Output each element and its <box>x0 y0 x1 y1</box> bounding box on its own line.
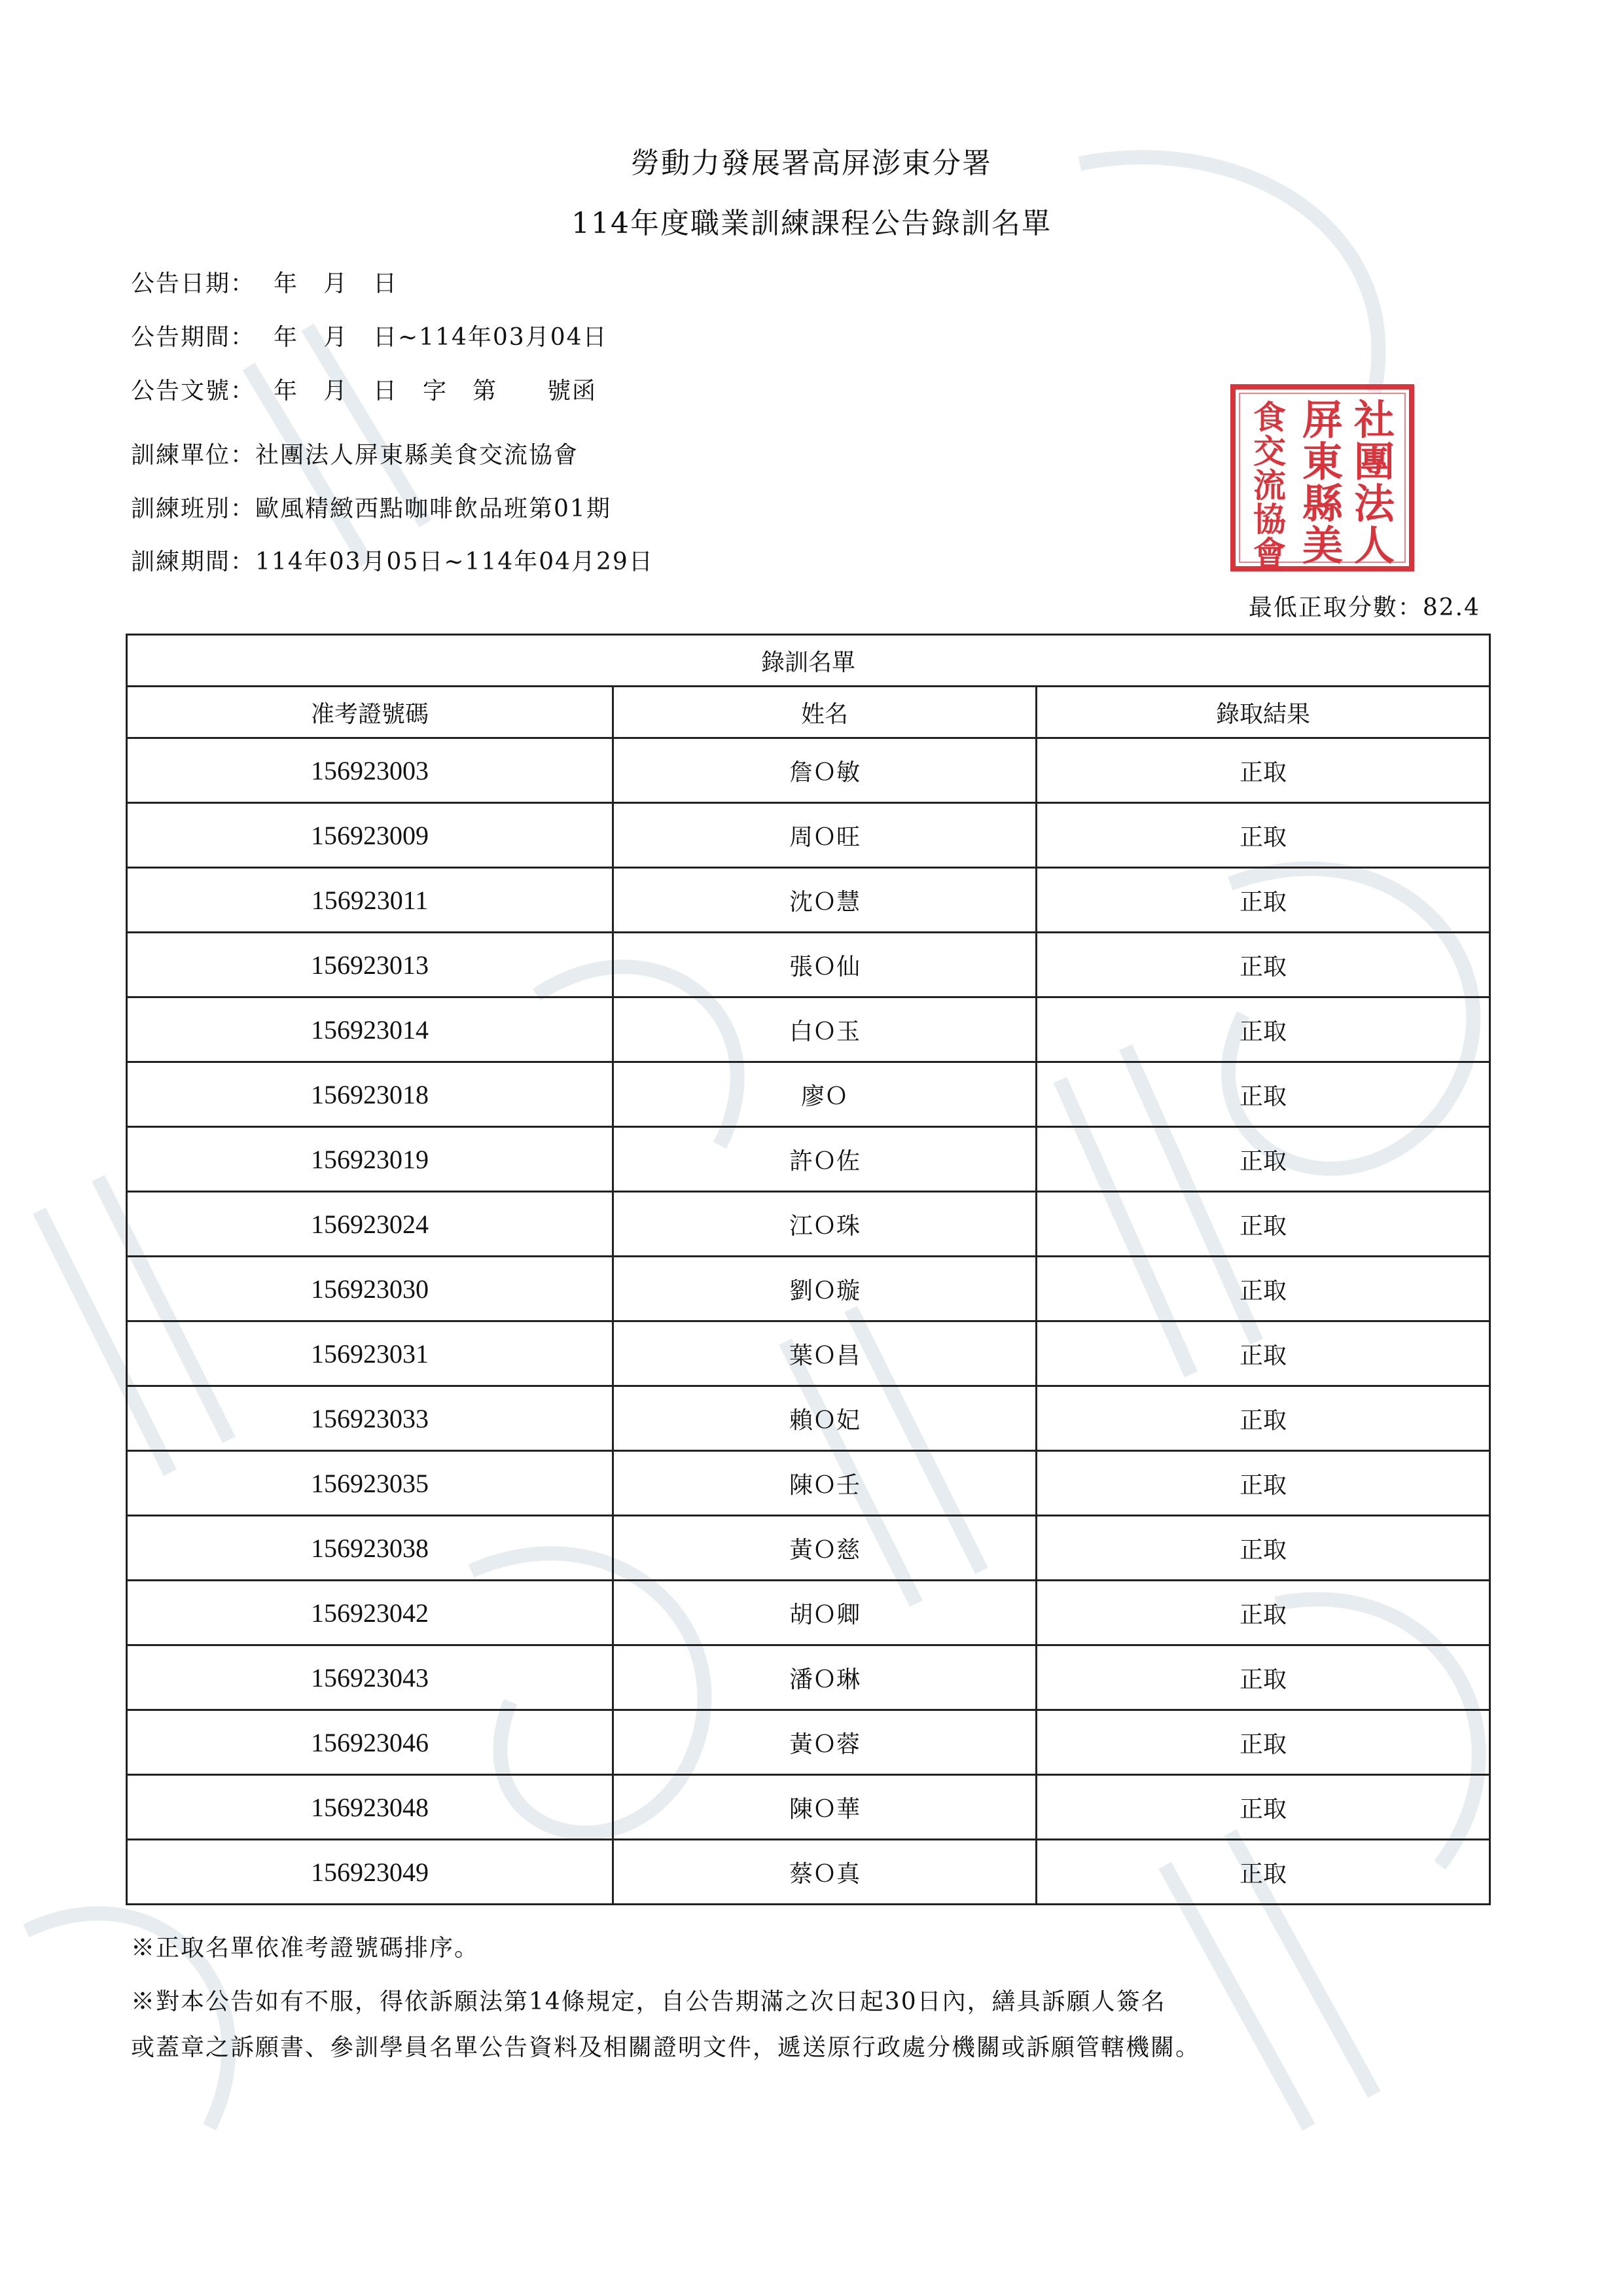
training-period-value: 114年03月05日~114年04月29日 <box>255 548 654 575</box>
exam-id-cell: 156923003 <box>127 738 613 803</box>
exam-id-cell: 156923043 <box>127 1645 613 1710</box>
svg-text:人: 人 <box>1353 522 1395 569</box>
result-cell: 正取 <box>1037 1775 1490 1840</box>
training-class-row <box>131 490 611 524</box>
exam-id-cell: 156923035 <box>127 1451 613 1516</box>
svg-text:團: 團 <box>1353 438 1395 486</box>
table-row <box>127 803 1490 868</box>
name-cell: 沈Ｏ慧 <box>613 868 1037 933</box>
document-title: 114年度職業訓練課程公告錄訓名單 <box>571 207 1052 240</box>
name-cell: 陳Ｏ華 <box>613 1775 1037 1840</box>
table-row <box>127 1645 1490 1710</box>
name-cell: 蔡Ｏ真 <box>613 1840 1037 1905</box>
name-cell: 劉Ｏ璇 <box>613 1257 1037 1321</box>
announce-date-row <box>131 265 398 298</box>
table-row <box>127 1516 1490 1581</box>
table-row <box>127 1710 1490 1775</box>
svg-text:流: 流 <box>1253 466 1286 505</box>
result-cell: 正取 <box>1037 868 1490 933</box>
exam-id-cell: 156923030 <box>127 1257 613 1321</box>
name-cell: 黃Ｏ慈 <box>613 1516 1037 1581</box>
result-cell: 正取 <box>1037 997 1490 1062</box>
result-cell: 正取 <box>1037 803 1490 868</box>
exam-id-cell: 156923048 <box>127 1775 613 1840</box>
exam-id-cell: 156923049 <box>127 1840 613 1905</box>
roster-body <box>127 738 1490 1905</box>
result-cell: 正取 <box>1037 1321 1490 1386</box>
table-row <box>127 1321 1490 1386</box>
name-cell: 賴Ｏ妃 <box>613 1386 1037 1451</box>
result-cell: 正取 <box>1037 1127 1490 1192</box>
result-cell: 正取 <box>1037 1451 1490 1516</box>
table-row <box>127 1127 1490 1192</box>
svg-text:食: 食 <box>1253 398 1286 437</box>
result-cell: 正取 <box>1037 1062 1490 1127</box>
table-row <box>127 1581 1490 1645</box>
exam-id-cell: 156923046 <box>127 1710 613 1775</box>
name-cell: 白Ｏ玉 <box>613 997 1037 1062</box>
name-cell: 許Ｏ佐 <box>613 1127 1037 1192</box>
announce-date-label: 公告日期： <box>131 270 256 297</box>
table-row <box>127 1840 1490 1905</box>
name-cell: 廖Ｏ <box>613 1062 1037 1127</box>
announce-period-label: 公告期間： <box>131 324 256 351</box>
exam-id-cell: 156923018 <box>127 1062 613 1127</box>
result-cell: 正取 <box>1037 1192 1490 1257</box>
svg-text:社: 社 <box>1353 396 1395 444</box>
name-cell: 黃Ｏ蓉 <box>613 1710 1037 1775</box>
result-cell: 正取 <box>1037 1645 1490 1710</box>
announce-period-row <box>131 319 608 352</box>
exam-id-cell: 156923024 <box>127 1192 613 1257</box>
svg-text:法: 法 <box>1353 480 1395 528</box>
exam-id-cell: 156923019 <box>127 1127 613 1192</box>
table-row <box>127 1775 1490 1840</box>
name-cell: 江Ｏ珠 <box>613 1192 1037 1257</box>
result-cell: 正取 <box>1037 1581 1490 1645</box>
name-cell: 張Ｏ仙 <box>613 933 1037 997</box>
announce-period-value: 年 月 日~114年03月04日 <box>274 324 608 351</box>
table-row <box>127 933 1490 997</box>
svg-text:協: 協 <box>1253 500 1286 539</box>
training-unit-value: 社團法人屏東縣美食交流協會 <box>255 442 579 469</box>
doc-number-value: 年 月 日 字 第 號函 <box>274 378 597 404</box>
appeal-note-line2: 或蓋章之訴願書、參訓學員名單公告資料及相關證明文件，遞送原行政處分機關或訴願管轄機關。 <box>131 2034 1201 2061</box>
header-result: 錄取結果 <box>1037 687 1490 738</box>
table-row <box>127 1451 1490 1516</box>
table-row <box>127 1192 1490 1257</box>
svg-text:縣: 縣 <box>1302 480 1344 528</box>
result-cell: 正取 <box>1037 1257 1490 1321</box>
roster-table <box>126 634 1491 1905</box>
exam-id-cell: 156923031 <box>127 1321 613 1386</box>
minimum-score: 最低正取分數：82.4 <box>1248 594 1480 621</box>
sort-note: ※正取名單依准考證號碼排序。 <box>131 1935 480 1962</box>
name-cell: 周Ｏ旺 <box>613 803 1037 868</box>
table-row <box>127 1062 1490 1127</box>
table-row <box>127 997 1490 1062</box>
exam-id-cell: 156923033 <box>127 1386 613 1451</box>
name-cell: 葉Ｏ昌 <box>613 1321 1037 1386</box>
result-cell: 正取 <box>1037 1516 1490 1581</box>
result-cell: 正取 <box>1037 933 1490 997</box>
training-class-value: 歐風精緻西點咖啡飲品班第01期 <box>255 495 611 522</box>
exam-id-cell: 156923014 <box>127 997 613 1062</box>
name-cell: 詹Ｏ敏 <box>613 738 1037 803</box>
name-cell: 胡Ｏ卿 <box>613 1581 1037 1645</box>
table-caption: 錄訓名單 <box>127 635 1490 687</box>
appeal-note-line1: ※對本公告如有不服，得依訴願法第14條規定，自公告期滿之次日起30日內，繕具訴願人簽名 <box>131 1988 1166 2015</box>
agency-title: 勞動力發展署高屏澎東分署 <box>631 147 992 180</box>
table-row <box>127 868 1490 933</box>
header-name: 姓名 <box>613 687 1037 738</box>
header-exam-id: 准考證號碼 <box>127 687 613 738</box>
exam-id-cell: 156923038 <box>127 1516 613 1581</box>
svg-text:屏: 屏 <box>1302 396 1344 444</box>
training-unit-row <box>131 437 579 470</box>
organization-seal <box>1229 383 1416 573</box>
table-row <box>127 738 1490 803</box>
table-row <box>127 1257 1490 1321</box>
result-cell: 正取 <box>1037 738 1490 803</box>
doc-number-label: 公告文號： <box>131 378 256 404</box>
exam-id-cell: 156923013 <box>127 933 613 997</box>
svg-text:東: 東 <box>1302 438 1344 486</box>
training-unit-label: 訓練單位： <box>131 442 256 469</box>
exam-id-cell: 156923011 <box>127 868 613 933</box>
doc-number-row <box>131 372 597 406</box>
training-period-label: 訓練期間： <box>131 548 256 575</box>
training-class-label: 訓練班別： <box>131 495 256 522</box>
name-cell: 潘Ｏ琳 <box>613 1645 1037 1710</box>
exam-id-cell: 156923009 <box>127 803 613 868</box>
svg-text:會: 會 <box>1253 534 1286 573</box>
svg-text:美: 美 <box>1302 522 1344 569</box>
name-cell: 陳Ｏ壬 <box>613 1451 1037 1516</box>
svg-text:交: 交 <box>1253 432 1286 471</box>
training-period-row <box>131 543 654 577</box>
announce-date-value: 年 月 日 <box>274 270 399 297</box>
table-row <box>127 1386 1490 1451</box>
exam-id-cell: 156923042 <box>127 1581 613 1645</box>
result-cell: 正取 <box>1037 1840 1490 1905</box>
result-cell: 正取 <box>1037 1710 1490 1775</box>
result-cell: 正取 <box>1037 1386 1490 1451</box>
